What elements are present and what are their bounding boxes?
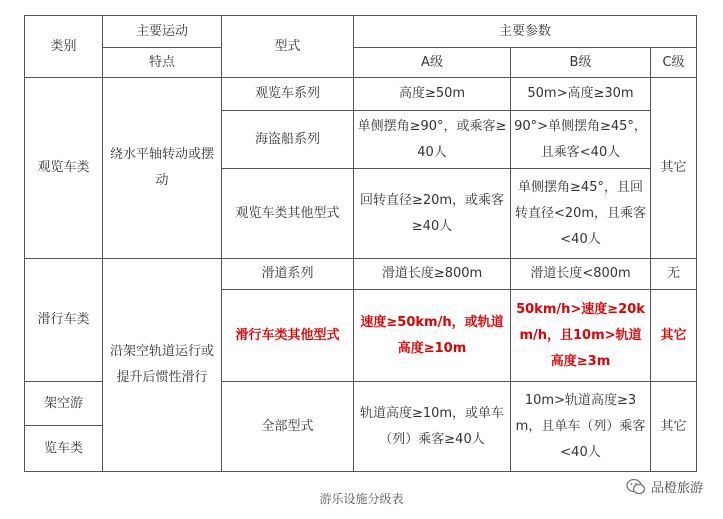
type-cell: 观览车系列 — [222, 78, 354, 111]
table-caption — [0, 490, 723, 507]
brand-name: 品橙旅游 — [650, 481, 703, 496]
grade-c-cell: 其它 — [651, 78, 697, 259]
grading-table — [24, 15, 697, 472]
category-aerial-line1: 架空游 — [25, 382, 103, 426]
type-cell: 海盗船系列 — [222, 111, 354, 169]
category-coaster: 滑行车类 — [25, 259, 103, 382]
grade-a-cell: 滑道长度≥800m — [354, 259, 511, 290]
header-grade-a: A级 — [354, 48, 511, 78]
header-main-params: 主要参数 — [354, 16, 697, 48]
grade-b-cell: 50m>高度≥30m — [511, 78, 651, 111]
brand-watermark — [626, 477, 703, 496]
grade-c-cell-highlight: 其它 — [651, 290, 697, 382]
grade-b-cell: 90°>单侧摆角≥45°，且乘客<40人 — [511, 111, 651, 169]
type-cell: 滑道系列 — [222, 259, 354, 290]
type-cell: 全部型式 — [222, 382, 354, 472]
grade-c-cell: 其它 — [651, 382, 697, 472]
category-aerial-line2: 览车类 — [25, 426, 103, 472]
grade-a-cell: 单侧摆角≥90°，或乘客≥40人 — [354, 111, 511, 169]
header-feature: 特点 — [103, 48, 222, 78]
grade-a-cell: 回转直径≥20m，或乘客≥40人 — [354, 169, 511, 259]
header-type: 型式 — [222, 16, 354, 78]
header-main-motion: 主要运动 — [103, 16, 222, 48]
header-grade-c: C级 — [651, 48, 697, 78]
grade-b-cell: 单侧摆角≥45°，且回转直径<20m，且乘客<40人 — [511, 169, 651, 259]
type-cell: 观览车类其他型式 — [222, 169, 354, 259]
feature-ferris: 绕水平轴转动或摆动 — [103, 78, 222, 259]
caption-text: 游乐设施分级表 — [319, 492, 404, 506]
feature-coaster: 沿架空轨道运行或提升后惯性滑行 — [103, 259, 222, 472]
grade-b-cell: 滑道长度<800m — [511, 259, 651, 290]
grade-b-cell-highlight: 50km/h>速度≥20km/h，且10m>轨道高度≥3m — [511, 290, 651, 382]
grade-a-cell: 高度≥50m — [354, 78, 511, 111]
grade-a-cell-highlight: 速度≥50km/h，或轨道高度≥10m — [354, 290, 511, 382]
grade-a-cell: 轨道高度≥10m，或单车（列）乘客≥40人 — [354, 382, 511, 472]
grade-b-cell: 10m>轨道高度≥3m，且单车（列）乘客<40人 — [511, 382, 651, 472]
wechat-icon — [626, 478, 646, 496]
header-grade-b: B级 — [511, 48, 651, 78]
grade-c-cell: 无 — [651, 259, 697, 290]
category-ferris: 观览车类 — [25, 78, 103, 259]
type-cell-highlight: 滑行车类其他型式 — [222, 290, 354, 382]
header-category: 类别 — [25, 16, 103, 78]
